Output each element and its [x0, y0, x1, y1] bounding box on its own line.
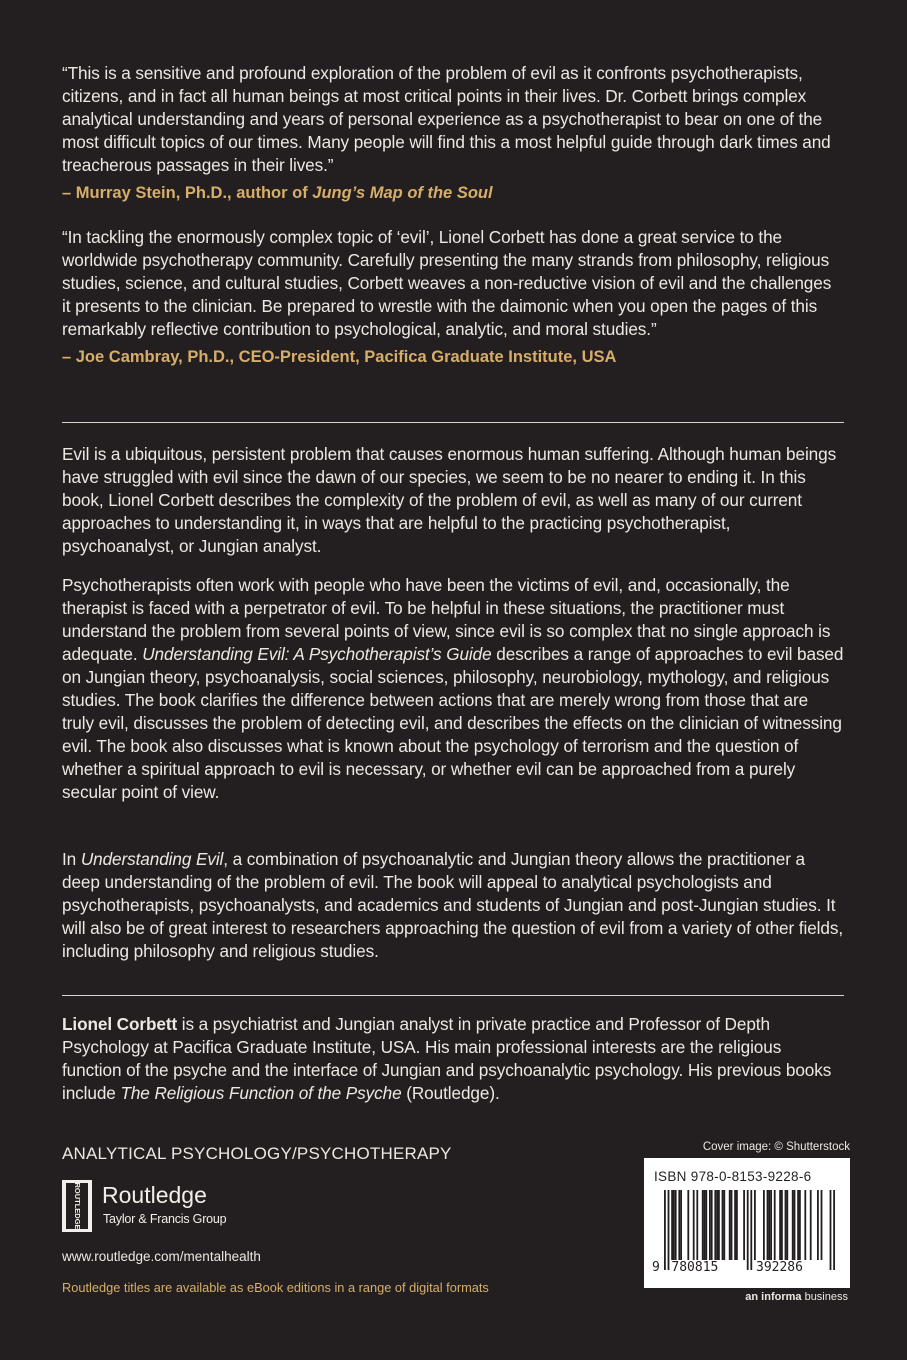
author-name: Lionel Corbett — [62, 1014, 178, 1034]
barcode-bar — [671, 1190, 673, 1260]
barcode-bar — [678, 1190, 680, 1260]
author-bio — [62, 1013, 844, 1105]
barcode-bar — [770, 1190, 772, 1260]
barcode-bar — [709, 1190, 711, 1260]
barcode-bar — [754, 1190, 756, 1260]
barcode-bar — [767, 1190, 769, 1260]
description-paragraph-2 — [62, 574, 844, 804]
barcode-bar — [702, 1190, 704, 1260]
barcode-bar — [718, 1190, 720, 1260]
barcode-bar — [794, 1190, 796, 1260]
barcode-bar — [668, 1190, 670, 1270]
informa-rest: business — [801, 1291, 848, 1303]
barcode-bar — [750, 1190, 752, 1270]
barcode-bar — [833, 1190, 835, 1270]
barcode-bar — [763, 1190, 765, 1260]
barcode-bar — [711, 1190, 713, 1260]
book-title-full: Understanding Evil: A Psychotherapist’s Guide — [142, 644, 492, 664]
barcode-bar — [664, 1190, 666, 1270]
publisher-website: www.routledge.com/mentalhealth — [62, 1249, 261, 1264]
barcode-bar — [673, 1190, 675, 1260]
barcode-bar — [792, 1190, 794, 1260]
barcode-digits: 9 — [652, 1260, 660, 1272]
barcode-bar — [786, 1190, 788, 1260]
author-bio-text-b: (Routledge). — [401, 1083, 500, 1103]
author-previous-book: The Religious Function of the Psyche — [120, 1083, 402, 1103]
book-title-short: Understanding Evil — [80, 849, 224, 869]
barcode-bars — [650, 1190, 844, 1272]
barcode-bar — [696, 1190, 698, 1260]
barcode-bar — [687, 1190, 689, 1260]
isbn-label: ISBN 978-0-8153-9228-6 — [654, 1169, 812, 1184]
barcode-bar — [731, 1190, 733, 1260]
barcode-bar — [747, 1190, 749, 1270]
publisher-subtitle: Taylor & Francis Group — [103, 1212, 227, 1226]
barcode-bar — [729, 1190, 731, 1260]
publisher-name: Routledge — [102, 1182, 207, 1208]
endorsement-2-attribution: – Joe Cambray, Ph.D., CEO-President, Pacifica Graduate Institute, USA — [62, 348, 617, 366]
endorsement-1-attribution-text: – Murray Stein, Ph.D., author of — [62, 184, 313, 202]
description-paragraph-1: Evil is a ubiquitous, persistent problem that causes enormous human suffering. Although human beings have struggled with evil since the dawn of our species, we seem to be no nearer to ending it. In this book, Lionel Corbett describes the complexity of the problem of evil, as well as many of our current approaches to understanding it, in ways that are helpful to the practicing psychotherapist, psychoanalyst, or Jungian analyst. — [62, 444, 837, 556]
barcode-bar — [785, 1190, 787, 1260]
description-paragraph-2-b: describes a range of approaches to evil based on Jungian theory, psychoanalysis, social sciences, philosophy, neurobiology, mythology, and religious studies. The book clarifies the difference between actions that are merely wrong from those that are truly evil, discusses the problem of detecting evil, and describes the effects on the clinician of witnessing evil. The book also discusses what is known about the psychology of terrorism and the question of whether a spiritual approach to evil is necessary, or whether evil can be approached from a purely secular point of view. — [62, 644, 844, 802]
barcode-bar — [693, 1190, 695, 1260]
barcode-bar — [722, 1190, 724, 1260]
barcode-bar — [714, 1190, 716, 1260]
routledge-logo-mark — [62, 1180, 92, 1232]
barcode-digits: 780815 — [671, 1260, 719, 1272]
barcode-bar — [734, 1190, 736, 1260]
description-paragraph-2-a: Psychotherapists often work with people who have been the victims of evil, and, occasionally, the therapist is faced with a perpetrator of evil. To be helpful in these situations, the practitioner must understand the problem from several points of view, since evil is so complex that no single approach is adequate. — [62, 575, 831, 664]
barcode-bar — [768, 1190, 770, 1260]
barcode-bar — [810, 1190, 812, 1260]
barcode-bar — [817, 1190, 819, 1260]
ebook-note: Routledge titles are available as eBook editions in a range of digital formats — [62, 1280, 489, 1295]
barcode-digits: 392286 — [756, 1260, 803, 1272]
endorsement-1-attribution-title: Jung’s Map of the Soul — [312, 184, 493, 202]
author-bio-text-a: is a psychiatrist and Jungian analyst in private practice and Professor of Depth Psychology at Pacifica Graduate Institute, USA. His main professional interests are the religious function of the psyche and the interface of Jungian and psychoanalytic psychology. His previous books include — [62, 1014, 832, 1103]
barcode-bar — [799, 1190, 801, 1260]
barcode-bar — [821, 1190, 823, 1260]
barcode-bar — [723, 1190, 725, 1260]
cover-image-credit: Cover image: © Shutterstock — [702, 1141, 850, 1153]
barcode-bar — [774, 1190, 776, 1260]
informa-bold: an informa — [745, 1291, 802, 1303]
publisher-logo — [62, 1180, 262, 1232]
barcode-bar — [705, 1190, 707, 1260]
isbn-barcode — [644, 1158, 850, 1288]
barcode-bar — [743, 1190, 745, 1260]
barcode-bar — [797, 1190, 799, 1260]
endorsement-2 — [62, 226, 844, 368]
logo-mark-text: ROUTLEDGE — [73, 1182, 83, 1230]
endorsement-1-attribution — [62, 182, 844, 204]
description-paragraph-3 — [62, 848, 844, 963]
barcode-bar — [736, 1190, 738, 1260]
endorsement-1-text: “This is a sensitive and profound exploration of the problem of evil as it confronts psychotherapists, citizens, and in fact all human beings at most critical points in their lives. Dr. Corbett brings complex analytical understanding and years of personal experience as a psychotherapist to bear on one of the most difficult topics of our times. Many people will find this a most helpful guide through dark times and treacherous passages in their lives.” — [62, 63, 831, 175]
barcode-bar — [781, 1190, 783, 1260]
endorsement-2-text: “In tackling the enormously complex topic of ‘evil’, Lionel Corbett has done a great service to the worldwide psychotherapy community. Carefully presenting the many strands from philosophy, religious studies, science, and cultural studies, Corbett weaves a non-reductive vision of evil and the challenges it presents to the clinician. Be prepared to wrestle with the daimonic when you open the pages of this remarkably reflective contribution to psychological, analytic, and moral studies.” — [62, 227, 832, 339]
description-paragraph-3-a: In — [62, 849, 81, 869]
divider-top — [62, 422, 844, 423]
barcode-bar — [830, 1190, 832, 1270]
barcode-bar — [716, 1190, 718, 1260]
barcode-bar — [680, 1190, 682, 1260]
barcode-bar — [804, 1190, 806, 1260]
informa-tagline — [745, 1291, 848, 1303]
barcode-bar — [675, 1190, 677, 1260]
subject-category: ANALYTICAL PSYCHOLOGY/PSYCHOTHERAPY — [62, 1144, 452, 1163]
divider-bottom — [62, 995, 844, 996]
cover-footer — [62, 1141, 852, 1314]
endorsement-1 — [62, 62, 844, 204]
barcode-bar — [704, 1190, 706, 1260]
barcode-bar — [779, 1190, 781, 1260]
description-paragraph-3-b: , a combination of psychoanalytic and Jungian theory allows the practitioner a deep understanding of the problem of evil. The book will appeal to analytical psychologists and psychotherapists, psychoanalysts, and academics and students of Jungian and post-Jungian studies. It will also be of great interest to researchers approaching the question of evil from a variety of other fields, including philosophy and religious studies. — [62, 849, 843, 961]
